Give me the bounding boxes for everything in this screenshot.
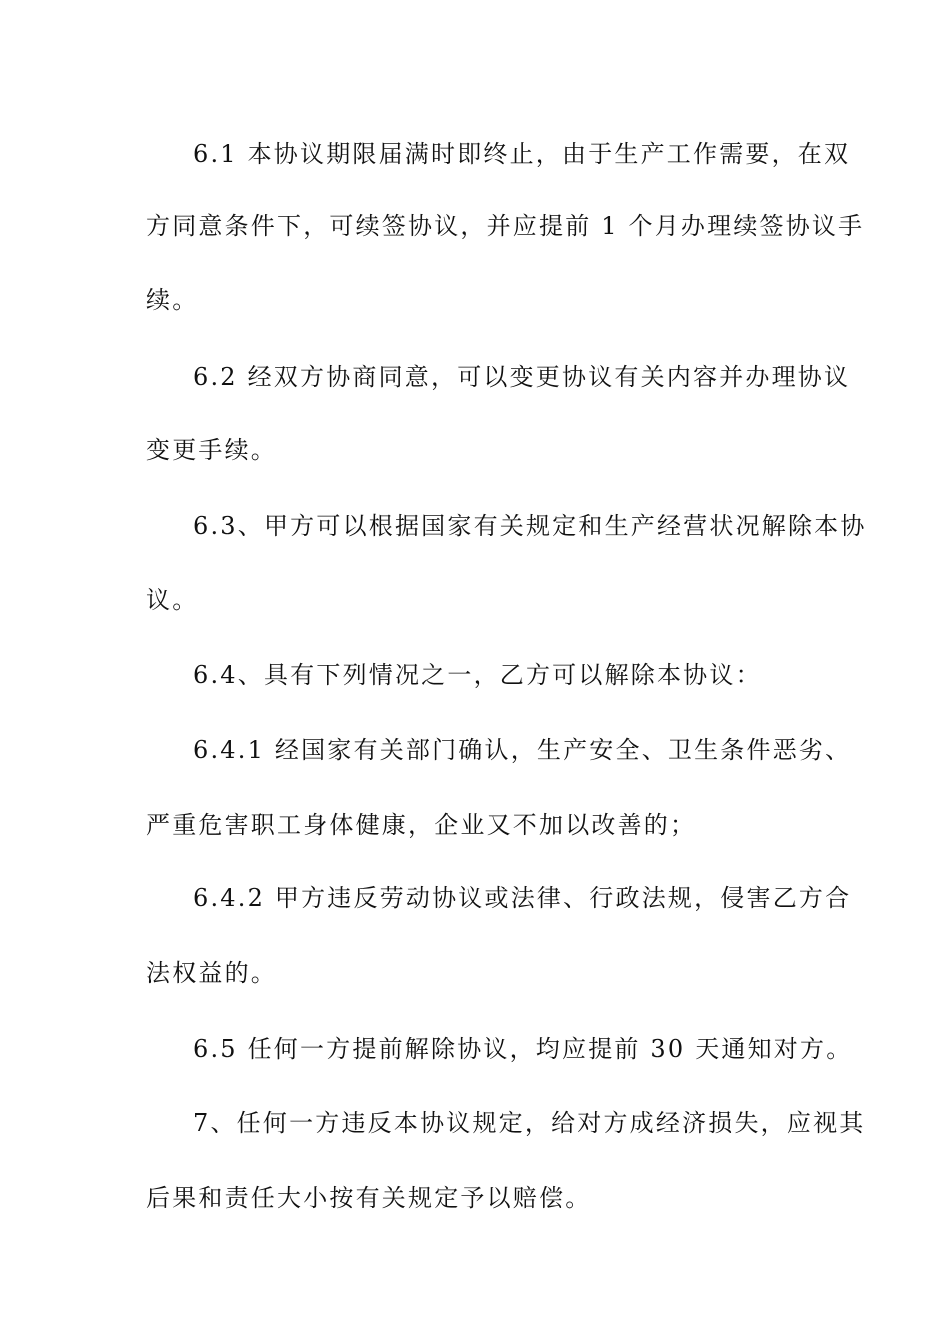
text-line-6-4-2: 6.4.2 甲方违反劳动协议或法律、行政法规，侵害乙方合 — [193, 884, 852, 912]
text-line-6-2: 6.2 经双方协商同意，可以变更协议有关内容并办理协议 — [193, 363, 851, 391]
text-line: 变更手续。 — [146, 436, 277, 464]
text-line-6-3: 6.3、甲方可以根据国家有关规定和生产经营状况解除本协 — [193, 512, 867, 540]
text-line-6-5: 6.5 任何一方提前解除协议，均应提前 30 天通知对方。 — [193, 1035, 853, 1063]
text-line: 方同意条件下，可续签协议，并应提前 1 个月办理续签协议手 — [146, 212, 865, 240]
text-line-6-4: 6.4、具有下列情况之一，乙方可以解除本协议： — [193, 661, 762, 689]
text-line-6-4-1: 6.4.1 经国家有关部门确认，生产安全、卫生条件恶劣、 — [193, 736, 852, 764]
text-line: 议。 — [146, 586, 199, 614]
text-line: 严重危害职工身体健康，企业又不加以改善的； — [146, 811, 697, 839]
text-line: 续。 — [146, 286, 199, 314]
text-line-6-1: 6.1 本协议期限届满时即终止，由于生产工作需要，在双 — [193, 140, 851, 168]
text-line: 法权益的。 — [146, 959, 277, 987]
text-line-7: 7、任何一方违反本协议规定，给对方成经济损失，应视其 — [193, 1109, 866, 1137]
text-line: 后果和责任大小按有关规定予以赔偿。 — [146, 1184, 592, 1212]
